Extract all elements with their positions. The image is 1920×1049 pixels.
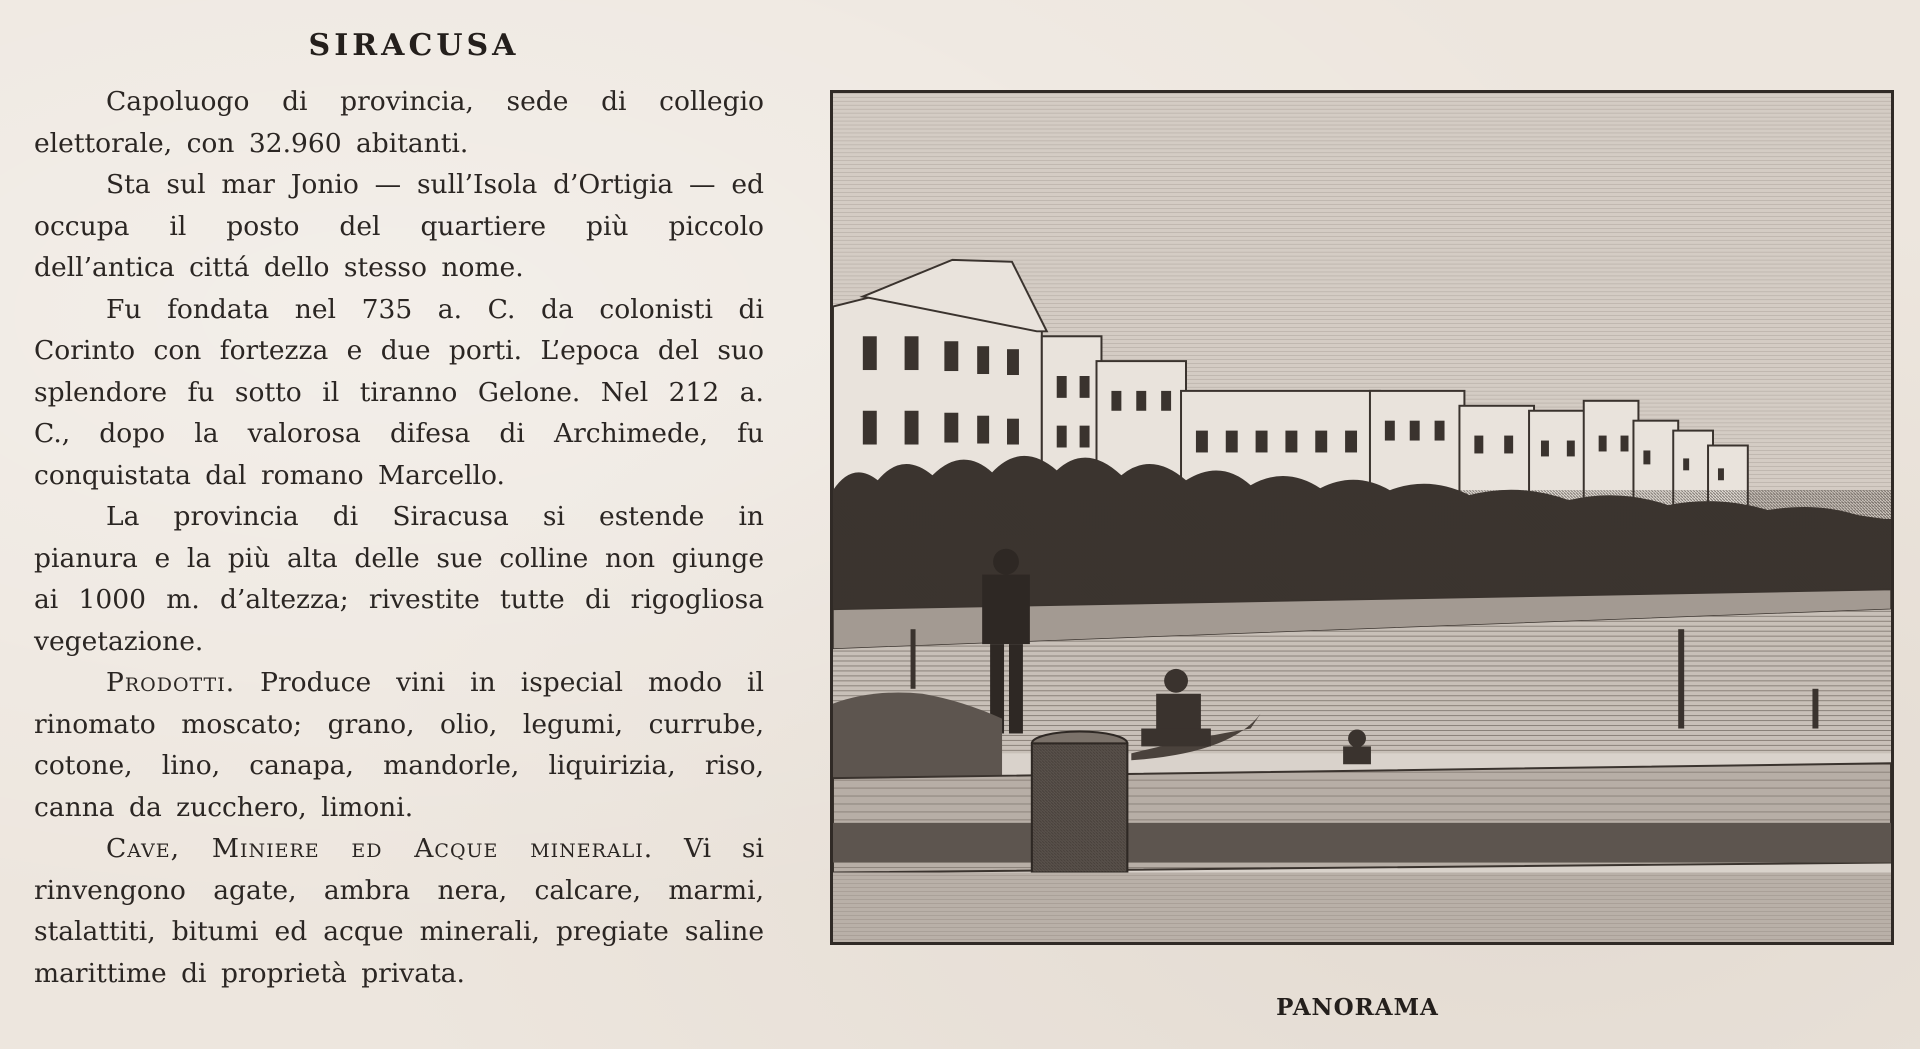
harbor-engraving: [833, 93, 1891, 942]
engraving-illustration: [830, 90, 1894, 945]
quarries-heading: Cave, Miniere ed Acque minerali.: [106, 833, 654, 864]
paragraph-products: [34, 662, 764, 828]
illustration-caption: PANORAMA: [1276, 994, 1439, 1021]
mooring-pole: [1812, 689, 1818, 729]
quay-edge: [833, 823, 1891, 863]
quarries-text: Vi si rinvengono agate, ambra nera, calcare, marmi, stalattiti, bitumi ed acque minerali, pregiate saline marittime di proprietà privata.: [34, 833, 764, 989]
paragraph-history: Fu fondata nel 735 a. C. da colonisti di Corinto con fortezza e due porti. L’epoca del suo splendore fu sotto il tiranno Gelone. Nel 212 a. C., dopo la valorosa difesa di Archimede, fu conquistata dal romano Marcello.: [34, 293, 764, 491]
paragraph-quarries: [34, 828, 764, 994]
bollard: [1032, 731, 1127, 872]
mooring-pole: [911, 629, 916, 689]
products-heading: Prodotti.: [106, 667, 236, 698]
paragraph-population: Capoluogo di provincia, sede di collegio elettorale, con 32.960 abitanti.: [34, 86, 764, 159]
paragraph-province: La provincia di Siracusa si estende in pianura e la più alta delle sue colline non giunge ai 1000 m. d’altezza; rivestite tutte di rigogliosa vegetazione.: [34, 501, 764, 657]
products-text: Produce vini in ispecial modo il rinomato moscato; grano, olio, legumi, currube, cotone, lino, canapa, mandorle, liquirizia, riso, canna da zucchero, limoni.: [34, 667, 764, 823]
page-title: SIRACUSA: [308, 28, 520, 63]
paragraph-location: Sta sul mar Jonio — sull’Isola d’Ortigia — ed occupa il posto del quartiere più piccolo dell’antica cittá dello stesso nome.: [34, 169, 764, 283]
text-column: [34, 28, 764, 994]
mooring-pole: [1678, 629, 1684, 728]
